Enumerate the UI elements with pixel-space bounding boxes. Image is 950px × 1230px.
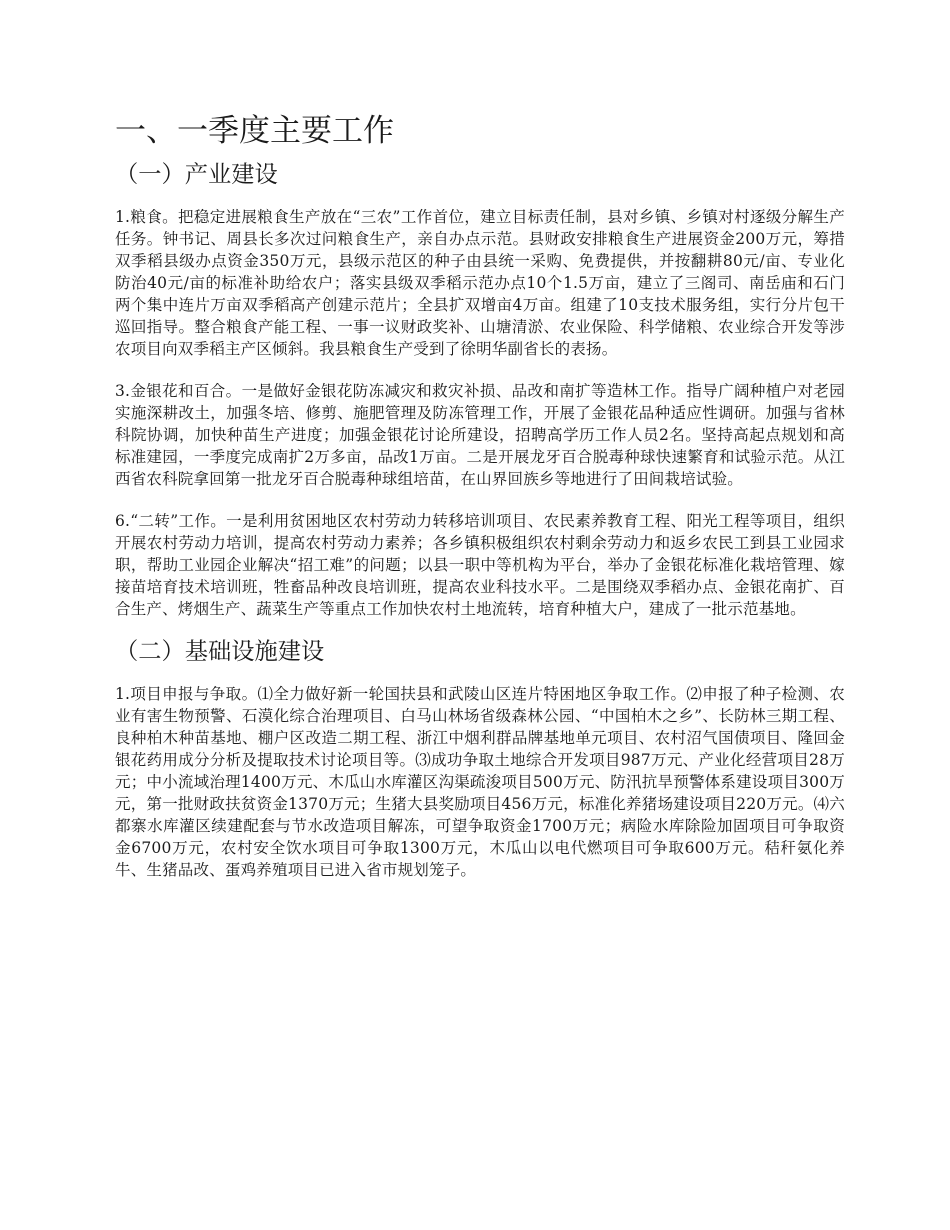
paragraph-projects: 1.项目申报与争取。⑴全力做好新一轮国扶县和武陵山区连片特困地区争取工作。⑵申报了种子检测、农业有害生物预警、石漠化综合治理项目、白马山林场省级森林公园、“中国柏木之乡”、长防林三期工程、良种柏木种苗基地、棚户区改造二期工程、浙江中烟利群品牌基地单元项目、农村沼气国债项目、隆回金银花药用成分分析及提取技术讨论项目等。⑶成功争取土地综合开发项目987万元、产业化经营项目28万元；中小流域治理1400万元、木瓜山水库灌区沟渠疏浚项目500万元、防汛抗旱预警体系建设项目300万元，第一批财政扶贫资金1370万元；生猪大县奖励项目456万元，标准化养猪场建设项目220万元。⑷六都寨水库灌区续建配套与节水改造项目解冻，可望争取资金1700万元；病险水库除险加固项目可争取资金6700万元，农村安全饮水项目可争取1300万元，木瓜山以电代燃项目可争取600万元。秸秆氨化养牛、生猪品改、蛋鸡养殖项目已进入省市规划笼子。 <box>115 685 845 879</box>
section-title: 一、一季度主要工作 <box>115 113 394 149</box>
document-body <box>115 113 845 901</box>
paragraph-grain: 1.粮食。把稳定进展粮食生产放在“三农”工作首位，建立目标责任制，县对乡镇、乡镇对村逐级分解生产任务。钟书记、周县长多次过问粮食生产，亲自办点示范。县财政安排粮食生产进展资金200万元，筹措双季稻县级办点资金350万元，县级示范区的种子由县统一采购、免费提供，并按翻耕80元/亩、专业化防治40元/亩的标准补助给农户；落实县级双季稻示范办点10个1.5万亩，建立了三阁司、南岳庙和石门两个集中连片万亩双季稻高产创建示范片；全县扩双增亩4万亩。组建了10支技术服务组，实行分片包干巡回指导。整合粮食产能工程、一事一议财政奖补、山塘清淤、农业保险、科学储粮、农业综合开发等涉农项目向双季稻主产区倾斜。我县粮食生产受到了徐明华副省长的表扬。 <box>115 208 845 358</box>
subsection-title-industry: （一）产业建设 <box>115 161 278 188</box>
paragraph-honeysuckle-lily: 3.金银花和百合。一是做好金银花防冻减灾和救灾补损、品改和南扩等造林工作。指导广阔种植户对老园实施深耕改土，加强冬培、修剪、施肥管理及防冻管理工作，开展了金银花品种适应性调研。加强与省林科院协调，加快种苗生产进度；加强金银花讨论所建设，招聘高学历工作人员2名。坚持高起点规划和高标准建园，一季度完成南扩2万多亩，品改1万亩。二是开展龙牙百合脱毒种球快速繁育和试验示范。从江西省农科院拿回第一批龙牙百合脱毒种球组培苗，在山界回族乡等地进行了田间栽培试验。 <box>115 382 845 488</box>
paragraph-two-transfers: 6.“二转”工作。一是利用贫困地区农村劳动力转移培训项目、农民素养教育工程、阳光工程等项目，组织开展农村劳动力培训，提高农村劳动力素养；各乡镇积极组织农村剩余劳动力和返乡农民工到县工业园求职，帮助工业园企业解决“招工难”的问题；以县一职中等机构为平台，举办了金银花标准化栽培管理、嫁接苗培育技术培训班，牲畜品种改良培训班，提高农业科技水平。二是围绕双季稻办点、金银花南扩、百合生产、烤烟生产、蔬菜生产等重点工作加快农村土地流转，培育种植大户，建成了一批示范基地。 <box>115 512 845 618</box>
subsection-title-infrastructure: （二）基础设施建设 <box>115 638 325 665</box>
